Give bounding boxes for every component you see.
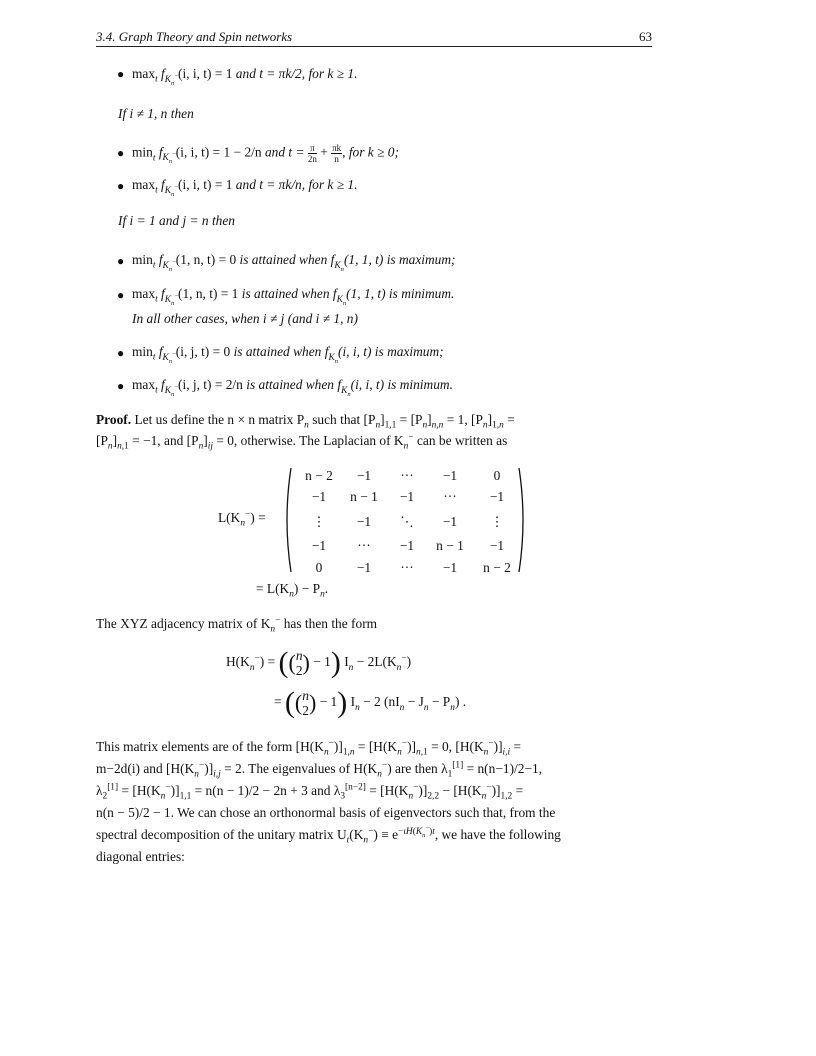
xyz-eq-line-1: $H(K_n^-) = ((n$ 2) − 1) $I_n - 2L(K_n^-)$ — [226, 646, 412, 679]
condition-text: (i, i, t) is maximum; — [337, 344, 444, 359]
bullet-marker: ● — [117, 146, 125, 160]
math-expr: − 2L(K — [356, 654, 397, 670]
laplacian-rhs: = $L(K_n) - P_n$. — [256, 581, 329, 600]
matrix-cell: ⋮ — [490, 514, 504, 529]
bullet-marker: ● — [117, 288, 125, 302]
matrix-cell: 0 — [493, 468, 501, 483]
matrix-cell: −1 — [311, 538, 327, 553]
body-text: = — [513, 739, 522, 754]
condition-text: is attained when f — [233, 344, 329, 359]
matrix-cell: −1 — [442, 560, 458, 575]
proof-text: = −1, and [P — [132, 433, 199, 448]
matrix-cell: −1 — [442, 468, 458, 483]
body-text: = [H(K — [369, 783, 409, 798]
matrix-cell: n − 2 — [483, 560, 511, 575]
matrix-cell: ⋮ — [312, 514, 326, 529]
math-op: max — [132, 377, 156, 392]
math-expr: − J — [407, 694, 424, 710]
body-text: ) ≡ e — [373, 827, 399, 842]
matrix-cell: −1 — [399, 538, 415, 553]
body-text: This matrix elements are of the form [H(K — [96, 739, 324, 754]
matrix-cell: −1 — [356, 468, 372, 483]
body-text: = [H(K — [357, 739, 398, 754]
math-op: min — [132, 344, 153, 359]
condition-text: and t = πk/2, for k ≥ 1. — [235, 66, 358, 81]
body-text: n(n − 5)/2 − 1. We can chose an orthonormal basis of eigenvectors such that, from the — [96, 805, 556, 820]
math-expr: (i, i, t) = 1 − 2/n — [175, 144, 262, 160]
bullet-item-2: $\min_t f_{K_n^-}(i$, i, t) = 1 − 2/n and t = $\frac{\pi}{2n}$ + $\frac{\pi k}{n}$ , for k ≥ 0; — [132, 143, 399, 166]
matrix-cell: ··· — [357, 538, 371, 553]
bullet-item-3: $\max_t f_{K_n^-}(i$, i, t) = 1 and t = πk/n, for k ≥ 1. — [132, 177, 358, 198]
math-expr: L(K — [218, 510, 241, 525]
condition-text: is attained when f — [241, 286, 337, 301]
math-expr: (i, i, t) = 1 — [178, 66, 233, 81]
math-expr: − 2 (nI — [363, 694, 400, 710]
final-line-6 — [96, 849, 185, 865]
bullet-marker: ● — [117, 179, 125, 193]
body-text: λ — [96, 783, 103, 798]
math-op: max — [132, 66, 156, 81]
matrix-cell: ··· — [443, 489, 457, 504]
final-line-2: m−2d(i) and $[H(K_n^-)]_{i,j} = 2$. The eigenvalues of $H(K_n^-)$ are then $\lambda_1[1] = n(n-1)/2-1$, — [96, 760, 543, 780]
bullet-item-6: $\min_t f_{K_n^-}(i$, j, t) = 0 is attained when $f_{K_n}(i$, i, t) is maximum; — [132, 344, 444, 365]
body-text: = 2. The eigenvalues of H(K — [224, 761, 378, 776]
bullet-marker: ● — [117, 346, 125, 360]
math-expr: (i, i, t) = 1 — [178, 177, 233, 192]
math-op: min — [132, 252, 153, 267]
math-expr: . — [324, 581, 329, 596]
bullet-marker: ● — [117, 254, 125, 268]
body-text: = [H(K — [121, 783, 161, 798]
math-expr: I — [344, 654, 349, 670]
case-heading-1: If i ≠ 1, n then — [118, 106, 194, 121]
body-text: diagonal entries: — [96, 849, 185, 864]
proof-text: Let us define the n × n matrix P — [134, 412, 305, 427]
matrix-cell: 0 — [315, 560, 323, 575]
body-text: − [H(K — [442, 783, 482, 798]
matrix-cell: ⋱ — [400, 514, 414, 529]
body-text: = n(n−1)/2−1, — [466, 761, 543, 776]
math-expr: (i, j, t) = 0 — [175, 344, 231, 359]
math-expr: (1, n, t) = 0 — [175, 252, 237, 267]
body-text: = 0, [H(K — [431, 739, 484, 754]
math-op: min — [132, 144, 153, 160]
math-expr: − 1 — [313, 654, 331, 670]
matrix-cell: −1 — [356, 514, 372, 529]
case-heading-2: If i = 1 and j = n then — [118, 213, 236, 228]
math-expr: (i, j, t) = 2/n — [178, 377, 243, 392]
math-expr: − 1 — [319, 694, 338, 710]
proof-text: [P — [96, 433, 108, 448]
bullet-item-5: $\max_t f_{K_n^-}(1$, n, t) = 1 is attained when $f_{K_n}(1$, 1, t) is minimum. — [132, 286, 455, 307]
condition-text: and t = — [264, 144, 305, 160]
condition-text: is attained when f — [239, 252, 335, 267]
condition-text: (1, 1, t) is minimum. — [346, 286, 455, 301]
math-op: max — [132, 286, 156, 301]
bullet-item-7: $\max_t f_{K_n^-}(i$, j, t) = 2/n is attained when $f_{K_n}(i$, i, t) is minimum. — [132, 377, 453, 398]
final-line-1: This matrix elements are of the form $[H(K_n^-)]_{1,n} = [H(K_n^-)]_{n,1} = 0$, $[H(K_n^-)]_{i,i}$ = — [96, 738, 522, 758]
bullet-item-4: $\min_t f_{K_n^-}(1$, n, t) = 0 is attained when $f_{K_n}(1$, 1, t) is maximum; — [132, 252, 456, 273]
case-heading-3: In all other cases, when i ≠ j (and i ≠ 1, n) — [132, 311, 358, 326]
matrix-cell: n − 1 — [350, 489, 378, 504]
matrix-cell: ··· — [400, 560, 414, 575]
matrix-cell: ··· — [400, 468, 414, 483]
matrix-cell: n − 2 — [305, 468, 333, 483]
condition-text: , for k ≥ 0; — [342, 144, 399, 160]
final-line-5: spectral decomposition of the unitary matrix $U_t(K_n^-) \equiv e^{-\iota H(K_n^-)t}$, we have the following — [96, 824, 561, 846]
matrix-cell: −1 — [442, 514, 458, 529]
condition-text: and t = πk/n, for k ≥ 1. — [235, 177, 358, 192]
binomial: n 2 — [295, 648, 303, 678]
body-text: The XYZ adjacency matrix of K — [96, 616, 271, 631]
final-line-3: $\lambda_2[1] = [H(K_n^-)]_{1,1} = n(n - 1)/2 - 2n + 3$ and $\lambda_3[n-2] = [H(K_n^-)]_{2,2} - [H(K_n^-)]_{1,2}$ = — [96, 782, 524, 802]
proof-line-2: $[P_n]_{n,1} = -1$, and $[P_n]_{ij} = 0$, otherwise. The Laplacian of $K_n^-$ can be written as — [96, 432, 508, 452]
matrix-cell: −1 — [489, 489, 505, 504]
proof-text: can be written as — [416, 433, 508, 448]
running-header — [96, 29, 652, 47]
body-text: m−2d(i) and [H(K — [96, 761, 195, 776]
body-text: (K — [349, 827, 364, 842]
proof-text: = — [507, 412, 515, 427]
condition-text: (i, i, t) is minimum. — [350, 377, 453, 392]
binomial: n 2 — [302, 688, 309, 718]
math-expr: (1, n, t) = 1 — [178, 286, 239, 301]
body-text: has then the form — [283, 616, 378, 631]
xyz-eq-line-2: = ((n 2) − 1) $I_n - 2$ $(nI_n - J_n - P_n)$ . — [274, 686, 467, 719]
matrix-cell: −1 — [311, 489, 327, 504]
math-op: max — [132, 177, 156, 192]
header-title: 3.4. Graph Theory and Spin networks — [96, 29, 293, 44]
proof-label: Proof. — [96, 412, 132, 427]
math-expr: H(K — [226, 654, 250, 670]
math-expr: ) . — [454, 694, 467, 710]
matrix-cell: −1 — [489, 538, 505, 553]
bullet-item-1: $\max_t f_{K_n^-}(i$, i, t) = 1 and t = πk/2, for k ≥ 1. — [132, 66, 358, 87]
laplacian-matrix — [294, 468, 524, 575]
proof-text: = [P — [399, 412, 423, 427]
condition-text: (1, 1, t) is maximum; — [343, 252, 456, 267]
xyz-intro: The XYZ adjacency matrix of $K_n^-$ has then the form — [96, 615, 378, 635]
math-expr: = L(K — [256, 581, 290, 596]
body-text: ) are then λ — [387, 761, 448, 776]
body-text: , we have the following — [434, 827, 561, 842]
math-expr: − P — [431, 694, 451, 710]
proof-text: = 0, otherwise. The Laplacian of K — [216, 433, 404, 448]
matrix-cell: −1 — [356, 560, 372, 575]
body-text: spectral decomposition of the unitary matrix U — [96, 827, 347, 842]
matrix-cell: −1 — [399, 489, 415, 504]
proof-text: such that [P — [312, 412, 376, 427]
math-expr: I — [350, 694, 356, 710]
page-number: 63 — [639, 29, 652, 44]
proof-text: = 1, [P — [446, 412, 483, 427]
fraction: $\frac{\pi}{2n}$ — [307, 143, 317, 164]
bullet-marker: ● — [117, 67, 125, 81]
math-expr: ) − P — [293, 581, 321, 596]
final-line-4 — [96, 805, 555, 821]
condition-text: is attained when f — [246, 377, 342, 392]
body-text: = — [515, 783, 524, 798]
proof-line-1: Proof. Let us define the n × n matrix $P_n$ such that $[P_n]_{1,1} = [P_n]_{n,n} = 1$, $[P_n]_{1,n}$ = — [96, 412, 515, 431]
bullet-marker: ● — [117, 379, 125, 393]
fraction: $\frac{\pi k}{n}$ — [332, 143, 342, 164]
matrix-cell: n − 1 — [436, 538, 464, 553]
laplacian-lhs: $L(K_n^-)$ = — [218, 509, 266, 529]
body-text: = n(n − 1)/2 − 2n + 3 and λ — [194, 783, 341, 798]
